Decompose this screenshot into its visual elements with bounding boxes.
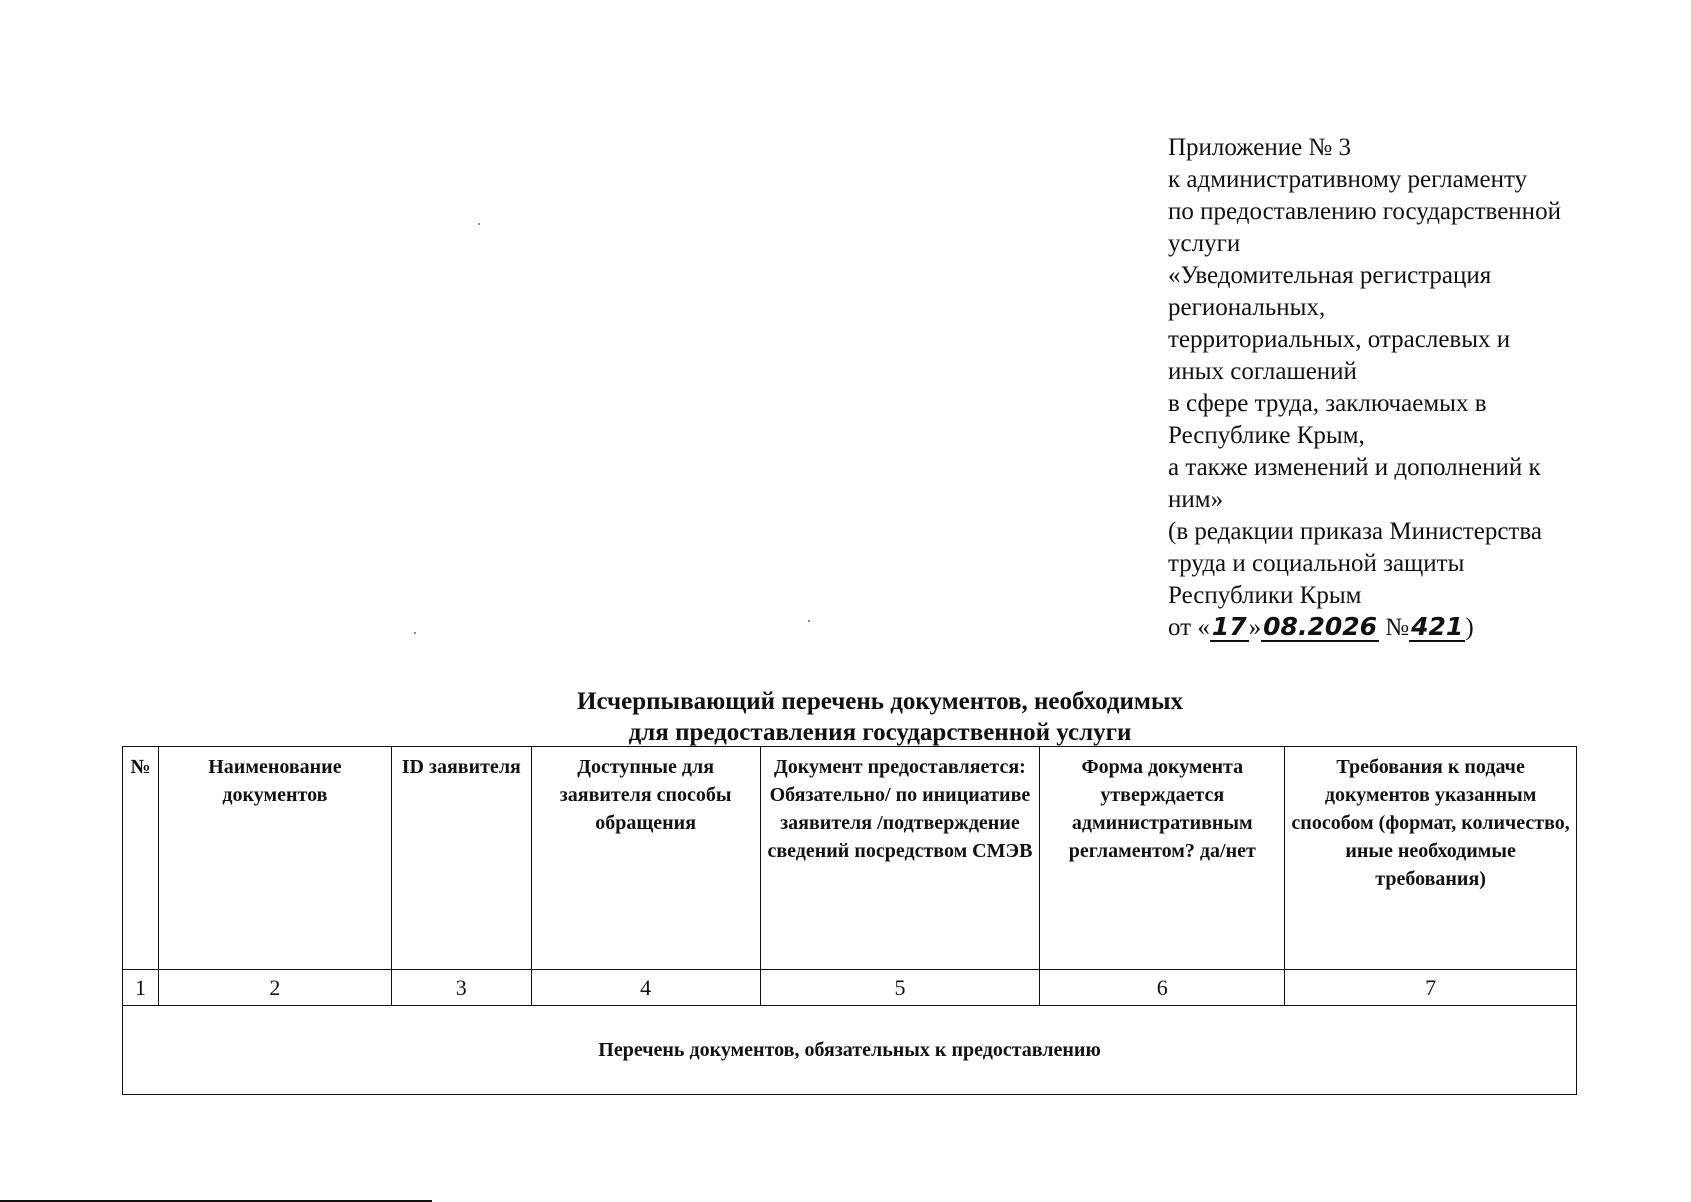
column-number: 1 bbox=[123, 970, 159, 1006]
annex-line: Приложение № 3 bbox=[1168, 134, 1352, 161]
annex-line: к административному регламенту bbox=[1168, 166, 1528, 193]
annex-line: региональных, bbox=[1168, 294, 1326, 321]
annex-line: (в редакции приказа Министерства bbox=[1168, 518, 1542, 545]
column-number: 2 bbox=[158, 970, 391, 1006]
title-line-1: Исчерпывающий перечень документов, необходимых bbox=[577, 688, 1183, 715]
closing-paren: ) bbox=[1465, 614, 1474, 641]
handwritten-day: 17 bbox=[1211, 612, 1247, 641]
column-number: 5 bbox=[760, 970, 1040, 1006]
header-applicant-id: ID заявителя bbox=[391, 747, 531, 970]
header-form-approved: Форма документа утверждается административным регламентом? да/нет bbox=[1040, 747, 1285, 970]
scan-speck bbox=[414, 632, 416, 634]
title-line-2: для предоставления государственной услуги bbox=[628, 719, 1132, 746]
date-mid: » bbox=[1248, 614, 1262, 641]
table-header-row bbox=[123, 747, 1577, 970]
column-number: 4 bbox=[531, 970, 760, 1006]
header-submission-type: Документ предоставляется: Обязательно/ по инициативе заявителя /подтверждение сведений посредством СМЭВ bbox=[760, 747, 1040, 970]
annex-line: территориальных, отраслевых и bbox=[1168, 326, 1511, 353]
annex-line: по предоставлению государственной bbox=[1168, 198, 1561, 225]
section-row bbox=[123, 1006, 1577, 1095]
scan-speck bbox=[478, 223, 480, 225]
date-prefix: от « bbox=[1168, 614, 1210, 641]
number-prefix: № bbox=[1385, 614, 1410, 641]
annex-line: «Уведомительная регистрация bbox=[1168, 262, 1492, 289]
column-number: 3 bbox=[391, 970, 531, 1006]
annex-header bbox=[1168, 132, 1668, 644]
annex-line: услуги bbox=[1168, 230, 1241, 257]
annex-line: в сфере труда, заключаемых в bbox=[1168, 390, 1487, 417]
column-number-row bbox=[123, 970, 1577, 1006]
annex-line: иных соглашений bbox=[1168, 358, 1357, 385]
annex-line: Республике Крым, bbox=[1168, 422, 1365, 449]
header-number: № bbox=[123, 747, 159, 970]
order-date-line bbox=[1168, 612, 1668, 644]
header-document-name: Наименование документов bbox=[158, 747, 391, 970]
handwritten-month-year: 08.2026 bbox=[1263, 612, 1378, 641]
column-number: 7 bbox=[1285, 970, 1577, 1006]
header-submission-methods: Доступные для заявителя способы обращения bbox=[531, 747, 760, 970]
handwritten-order-number: 421 bbox=[1411, 612, 1464, 641]
annex-line: Республики Крым bbox=[1168, 582, 1362, 609]
documents-table bbox=[122, 746, 1577, 1095]
section-title: Перечень документов, обязательных к предоставлению bbox=[123, 1006, 1577, 1095]
document-title bbox=[0, 686, 1691, 748]
column-number: 6 bbox=[1040, 970, 1285, 1006]
annex-line: ним» bbox=[1168, 486, 1224, 513]
annex-line: а также изменений и дополнений к bbox=[1168, 454, 1541, 481]
header-requirements: Требования к подаче документов указанным способом (формат, количество, иные необходимые требования) bbox=[1285, 747, 1577, 970]
annex-line: труда и социальной защиты bbox=[1168, 550, 1465, 577]
scan-speck bbox=[808, 620, 810, 622]
